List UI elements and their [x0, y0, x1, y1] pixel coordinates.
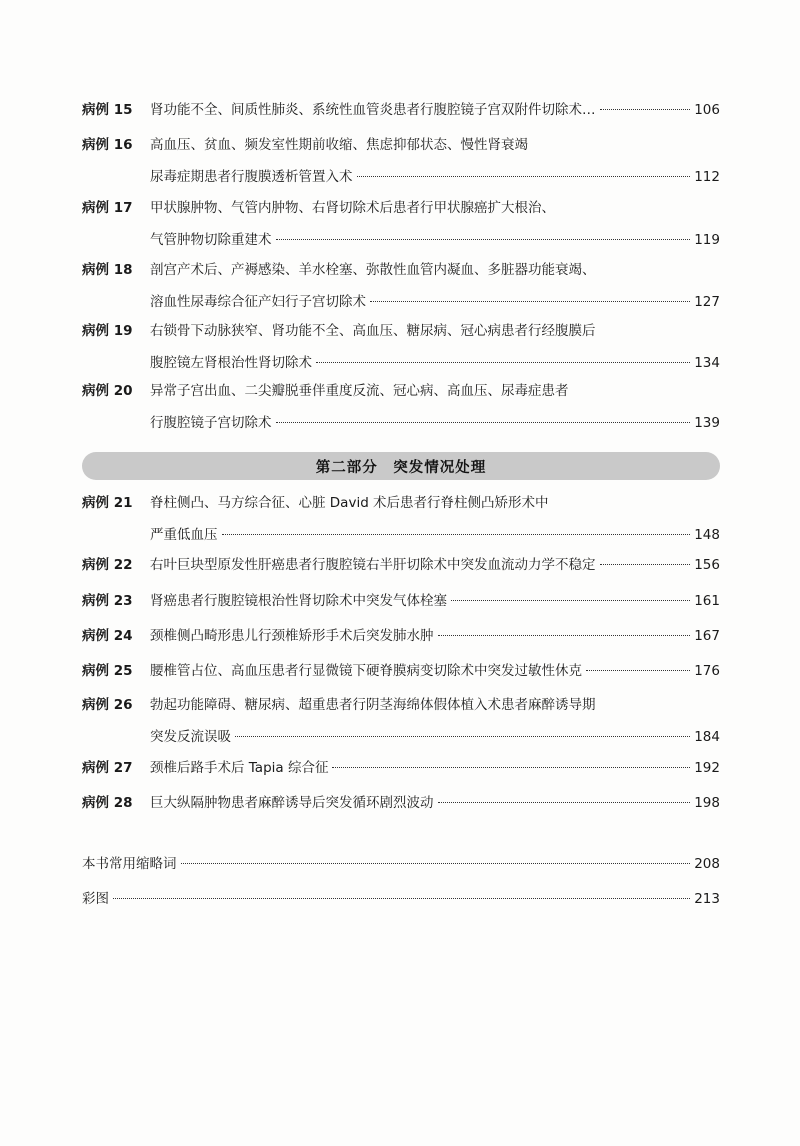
leader-dots [332, 766, 690, 768]
toc-entry[interactable] [82, 380, 720, 434]
page-number: 156 [694, 557, 720, 573]
leader-dots [222, 533, 691, 535]
case-label: 病例 18 [82, 262, 133, 278]
case-label: 病例 21 [82, 495, 133, 511]
part2-title: 第二部分 突发情况处理 [315, 459, 487, 476]
case-title-cont: 尿毒症期患者行腹膜透析管置入术 [150, 169, 353, 185]
leader-dots [438, 634, 691, 636]
page-number: 148 [694, 527, 720, 543]
case-label: 病例 26 [82, 697, 133, 713]
case-label: 病例 23 [82, 593, 133, 609]
case-title: 颈椎侧凸畸形患儿行颈椎矫形手术后突发肺水肿 [150, 628, 434, 644]
case-title: 右叶巨块型原发性肝癌患者行腹腔镜右半肝切除术中突发血流动力学不稳定 [150, 557, 596, 573]
case-title: 剖宫产术后、产褥感染、羊水栓塞、弥散性血管内凝血、多脏器功能衰竭、 [150, 262, 596, 278]
leader-dots [276, 238, 691, 240]
page-number: 167 [694, 628, 720, 644]
leader-dots [181, 862, 691, 864]
leader-dots [600, 563, 691, 565]
page-number: 208 [694, 856, 720, 872]
toc-entry[interactable] [82, 660, 720, 682]
page-number: 119 [694, 232, 720, 248]
toc-entry[interactable] [82, 320, 720, 374]
leader-dots [600, 108, 691, 110]
toc-entry[interactable] [82, 259, 720, 313]
leader-dots [370, 300, 690, 302]
case-title-cont: 突发反流误吸 [150, 729, 231, 745]
leader-dots [113, 897, 690, 899]
page-number: 198 [694, 795, 720, 811]
leader-dots [316, 361, 690, 363]
case-title: 颈椎后路手术后 Tapia 综合征 [150, 760, 329, 776]
leader-dots [438, 801, 691, 803]
case-title: 腰椎管占位、高血压患者行显微镜下硬脊膜病变切除术中突发过敏性休克 [150, 663, 582, 679]
page-number: 106 [694, 102, 720, 118]
toc-entry[interactable] [82, 134, 720, 188]
toc-entry[interactable] [82, 625, 720, 647]
toc-entry[interactable] [82, 694, 720, 748]
page-number: 213 [694, 891, 720, 907]
toc-entry[interactable] [82, 99, 720, 121]
case-label: 病例 28 [82, 795, 133, 811]
case-title-cont: 严重低血压 [150, 527, 218, 543]
page-number: 184 [694, 729, 720, 745]
page-number: 134 [694, 355, 720, 371]
page-number: 161 [694, 593, 720, 609]
leader-dots [451, 599, 690, 601]
toc-entry[interactable] [82, 757, 720, 779]
leader-dots [276, 421, 691, 423]
toc-entry[interactable] [82, 492, 720, 546]
page-number: 112 [694, 169, 720, 185]
case-title: 巨大纵隔肿物患者麻醉诱导后突发循环剧烈波动 [150, 795, 434, 811]
case-title-cont: 气管肿物切除重建术 [150, 232, 272, 248]
case-title: 异常子宫出血、二尖瓣脱垂伴重度反流、冠心病、高血压、尿毒症患者 [150, 383, 569, 399]
case-label: 病例 22 [82, 557, 133, 573]
part2-banner[interactable] [82, 452, 720, 480]
leader-dots [235, 735, 690, 737]
case-title: 甲状腺肿物、气管内肿物、右肾切除术后患者行甲状腺癌扩大根治、 [150, 200, 555, 216]
toc-appendix-entry[interactable] [82, 888, 720, 910]
case-label: 病例 15 [82, 102, 133, 118]
appendix-title: 彩图 [82, 891, 109, 907]
page-number: 139 [694, 415, 720, 431]
toc-appendix-entry[interactable] [82, 853, 720, 875]
case-title-cont: 溶血性尿毒综合征产妇行子宫切除术 [150, 294, 366, 310]
case-title: 高血压、贫血、频发室性期前收缩、焦虑抑郁状态、慢性肾衰竭 [150, 137, 528, 153]
case-label: 病例 17 [82, 200, 133, 216]
appendix-title: 本书常用缩略词 [82, 856, 177, 872]
case-label: 病例 24 [82, 628, 133, 644]
case-title-cont: 行腹腔镜子宫切除术 [150, 415, 272, 431]
toc-entry[interactable] [82, 197, 720, 251]
page-number: 176 [694, 663, 720, 679]
case-label: 病例 27 [82, 760, 133, 776]
case-title: 脊柱侧凸、马方综合征、心脏 David 术后患者行脊柱侧凸矫形术中 [150, 495, 549, 511]
page-number: 127 [694, 294, 720, 310]
case-title: 肾功能不全、间质性肺炎、系统性血管炎患者行腹腔镜子宫双附件切除术… [150, 102, 596, 118]
case-label: 病例 19 [82, 323, 133, 339]
case-title: 勃起功能障碍、糖尿病、超重患者行阴茎海绵体假体植入术患者麻醉诱导期 [150, 697, 596, 713]
case-title: 肾癌患者行腹腔镜根治性肾切除术中突发气体栓塞 [150, 593, 447, 609]
leader-dots [586, 669, 690, 671]
case-label: 病例 16 [82, 137, 133, 153]
case-title: 右锁骨下动脉狭窄、肾功能不全、高血压、糖尿病、冠心病患者行经腹膜后 [150, 323, 596, 339]
case-label: 病例 20 [82, 383, 133, 399]
case-label: 病例 25 [82, 663, 133, 679]
toc-entry[interactable] [82, 554, 720, 576]
page-number: 192 [694, 760, 720, 776]
toc-entry[interactable] [82, 792, 720, 814]
toc-entry[interactable] [82, 590, 720, 612]
leader-dots [357, 175, 691, 177]
case-title-cont: 腹腔镜左肾根治性肾切除术 [150, 355, 312, 371]
